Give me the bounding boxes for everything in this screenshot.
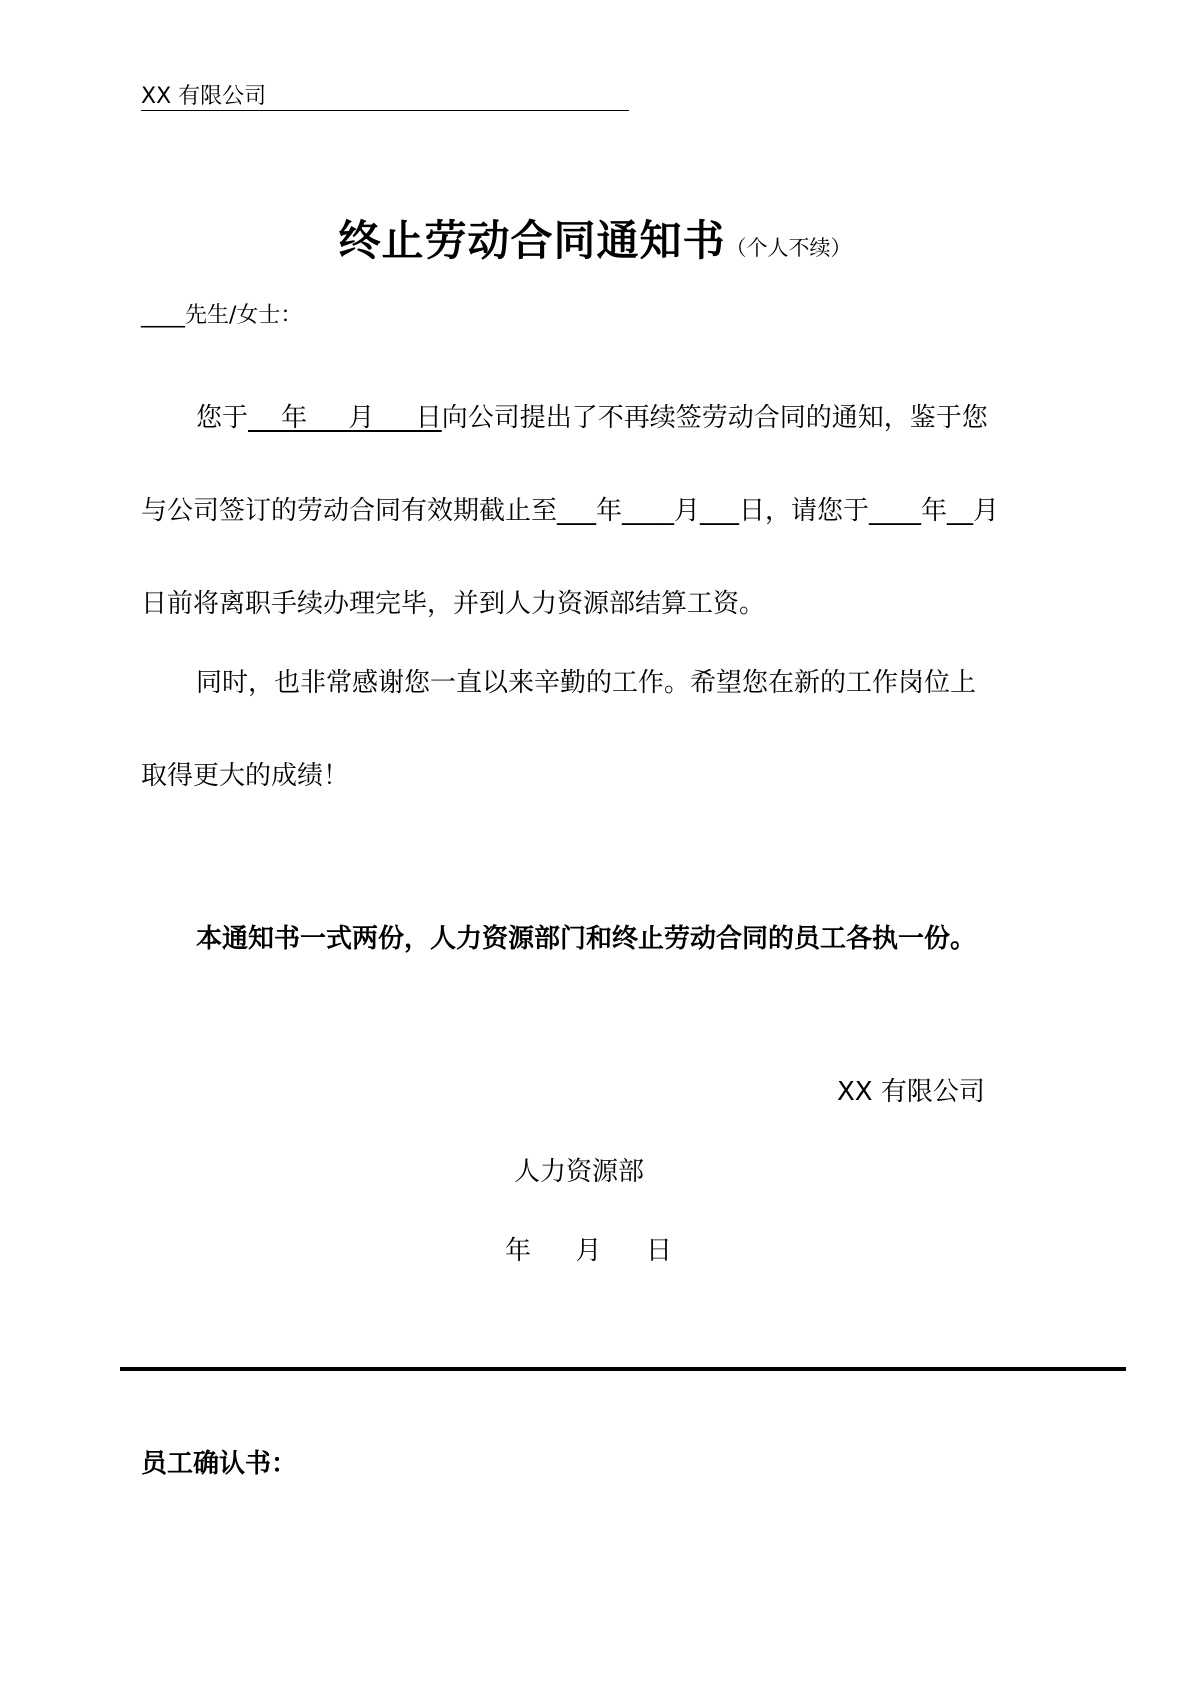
paragraph-2-line-2: 取得更大的成绩！ [141,761,350,791]
title-main: 终止劳动合同通知书 [338,216,726,265]
paragraph-2-line-1: 同时，也非常感谢您一直以来辛勤的工作。希望您在新的工作岗位上 [196,668,977,698]
employee-confirmation-heading: 员工确认书： [141,1449,298,1479]
paragraph-1-line-3: 日前将离职手续办理完毕，并到人力资源部结算工资。 [141,589,766,619]
company-name-header: XX 有限公司 [141,84,629,111]
request-date-blank: 年 月 日 [248,403,442,433]
signature-company: XX 有限公司 [837,1077,985,1107]
paragraph-1-line-2: 与公司签订的劳动合同有效期截止至___年____月___日，请您于____年__月 [141,496,1000,526]
section-divider [120,1367,1126,1371]
signature-department: 人力资源部 [514,1157,645,1187]
salutation: ____先生/女士： [141,303,303,328]
paragraph-1-prefix: 您于 [196,403,249,433]
copies-note: 本通知书一式两份，人力资源部门和终止劳动合同的员工各执一份。 [196,924,977,954]
document-title [0,208,1190,268]
signature-date: 年 月 日 [505,1236,673,1266]
paragraph-1-suffix: 向公司提出了不再续签劳动合同的通知，鉴于您 [441,403,988,433]
paragraph-1-line-1 [196,403,988,434]
title-subtitle: （个人不续） [725,236,852,260]
